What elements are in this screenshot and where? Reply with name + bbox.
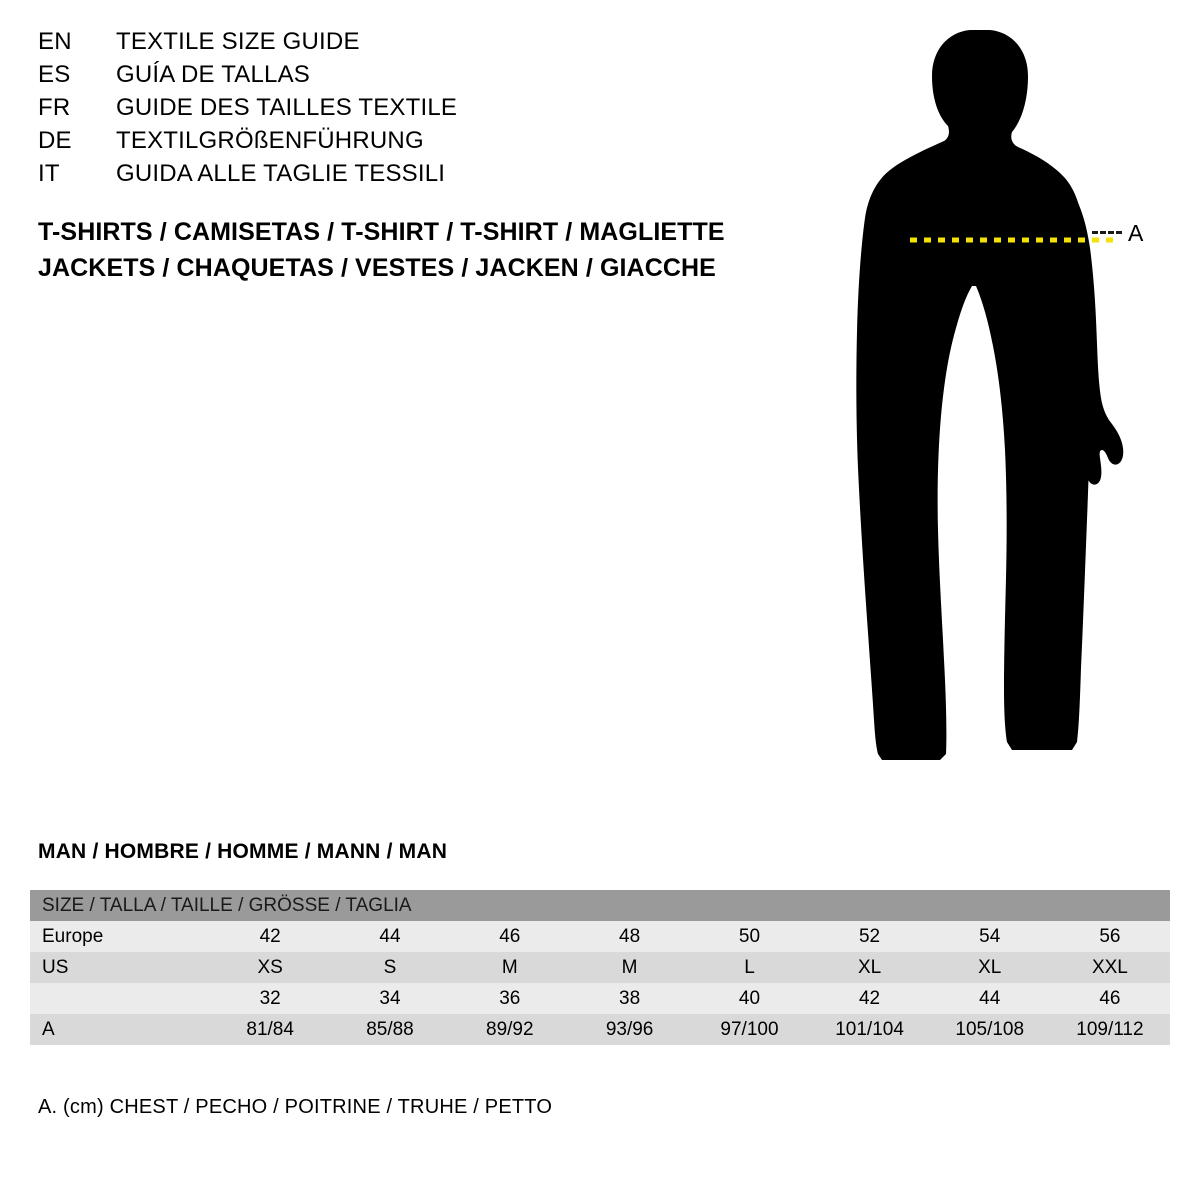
cell: XL [930,952,1050,983]
cell: 36 [450,983,570,1014]
row-label: Europe [30,921,210,952]
row-label: A [30,1014,210,1045]
table-header-row [30,890,1170,921]
category-line-jackets: JACKETS / CHAQUETAS / VESTES / JACKEN / GIACCHE [38,254,716,282]
cell: 42 [809,983,929,1014]
language-row [38,61,738,94]
language-code: IT [38,160,60,187]
language-row [38,127,738,160]
language-label: GUÍA DE TALLAS [116,61,310,88]
size-table [30,890,1170,1045]
language-code: DE [38,127,72,154]
cell: S [330,952,450,983]
measure-leader-line [1092,231,1122,234]
category-line-tshirts: T-SHIRTS / CAMISETAS / T-SHIRT / T-SHIRT / MAGLIETTE [38,218,725,246]
language-code: FR [38,94,71,121]
cell: 42 [210,921,330,952]
language-code: EN [38,28,72,55]
cell: 109/112 [1050,1014,1170,1045]
silhouette-icon [820,20,1180,780]
row-label: US [30,952,210,983]
cell: 56 [1050,921,1170,952]
table-section-title: MAN / HOMBRE / HOMME / MANN / MAN [38,840,448,863]
table-row [30,952,1170,983]
cell: 85/88 [330,1014,450,1045]
table-header-label: SIZE / TALLA / TAILLE / GRÖSSE / TAGLIA [30,890,1170,921]
language-label: TEXTILGRÖßENFÜHRUNG [116,127,424,154]
cell: 38 [570,983,690,1014]
language-row [38,28,738,61]
cell: 46 [1050,983,1170,1014]
language-row [38,94,738,127]
language-label: GUIDA ALLE TAGLIE TESSILI [116,160,446,187]
cell: 81/84 [210,1014,330,1045]
cell: 50 [690,921,810,952]
language-label: GUIDE DES TAILLES TEXTILE [116,94,458,121]
table-row [30,1014,1170,1045]
cell: 93/96 [570,1014,690,1045]
cell: 52 [809,921,929,952]
cell: 44 [930,983,1050,1014]
chest-measure-line [900,220,1130,260]
table-row [30,983,1170,1014]
language-row [38,160,738,193]
cell: XL [809,952,929,983]
cell: L [690,952,810,983]
cell: 101/104 [809,1014,929,1045]
table-row [30,921,1170,952]
language-title-list [38,28,738,193]
cell: 44 [330,921,450,952]
cell: XS [210,952,330,983]
language-code: ES [38,61,71,88]
table-footnote: A. (cm) CHEST / PECHO / POITRINE / TRUHE / PETTO [38,1096,553,1118]
cell: M [570,952,690,983]
cell: 105/108 [930,1014,1050,1045]
cell: 40 [690,983,810,1014]
measure-marker-a: A [1128,220,1144,246]
cell: 34 [330,983,450,1014]
cell: 97/100 [690,1014,810,1045]
cell: 46 [450,921,570,952]
language-label: TEXTILE SIZE GUIDE [116,28,360,55]
category-list [38,218,798,290]
cell: 89/92 [450,1014,570,1045]
cell: XXL [1050,952,1170,983]
male-silhouette-figure [820,20,1180,780]
row-label [30,983,210,1014]
cell: 48 [570,921,690,952]
cell: M [450,952,570,983]
cell: 54 [930,921,1050,952]
cell: 32 [210,983,330,1014]
